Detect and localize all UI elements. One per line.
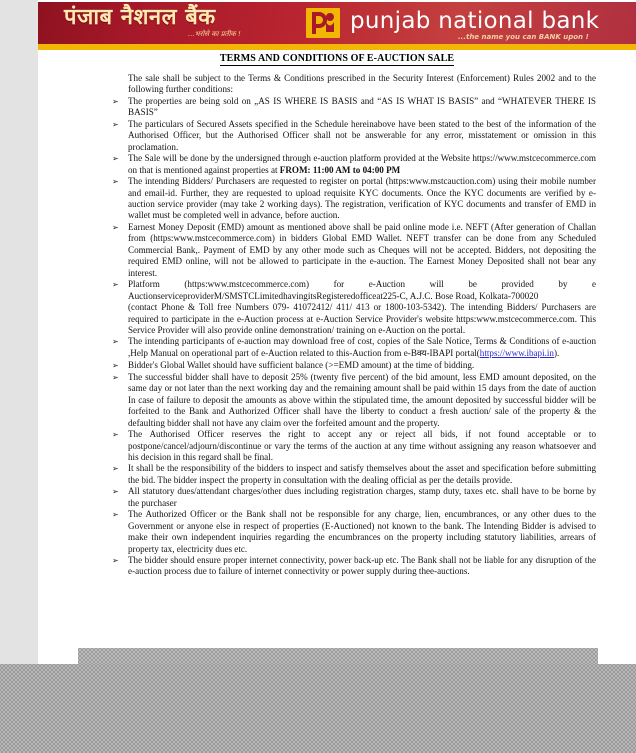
brand-tagline-english: ...the name you can BANK upon ! (458, 33, 589, 41)
intro-paragraph: The sale shall be subject to the Terms & Conditions prescribed in the Security Interest (Enforcement) Rules 2002 and to the following further conditions: (128, 73, 596, 95)
gold-divider-bar (38, 44, 636, 50)
auction-timing-emphasis: FROM: 11:00 AM to 04:00 PM (279, 164, 401, 175)
term-text: The successful bidder shall have to deposit 25% (twenty five percent) of the bid amount, less EMD amount deposited, on the same day or not later than the next working day and the remaining amount shall be paid within 15 days from the date of auction In case of failure to deposit the amounts as above within the stipulated time, the amount deposited by successful bidder will be forfeited to the Bank and Authorized Officer shall have the liberty to conduct a fresh auction/ sale of the property & the defaulting bidder shall not have any claim over the forfeited amount and the property. (128, 371, 596, 428)
bank-masthead-banner (38, 2, 636, 44)
list-item (112, 429, 596, 463)
term-text: The Authorized Officer or the Bank shall not be responsible for any charge, lien, encumbrances, or any other dues to the Government or anyone else in respect of properties (E-Auctioned) not known to the bank. The Intending Bidder is advised to make their own independent inquiries regarding the encumbrances on the property including statutory liabilities, arrears of property tax, electricity dues etc. (128, 509, 596, 554)
term-text-line1: Platform (https:www.mstcecommerce.com) for e-Auction will be provided by e (128, 279, 596, 290)
list-item (112, 222, 596, 279)
term-text: The intending Bidders/ Purchasers are requested to register on portal (https:www.mstcauction.com) using their mobile number and email-id. Further, they are requested to upload requisite KYC documents. Once the KYC documents are verified by e-auction service provider (may take 2 working days). The registration, verification of KYC documents and transfer of EMD in wallet must be completed well in advance, before auction. (128, 176, 596, 221)
scan-noise-notch (38, 648, 78, 665)
term-text: The intending participants of e-auction may download free of cost, copies of the Sale Notice, Terms & Conditions of e-auction ,Help Manual on operational part of e-Auction related to this-Auction from e-B (128, 336, 596, 358)
list-item (112, 153, 596, 176)
list-item (112, 486, 596, 509)
list-item (112, 336, 596, 360)
bullet-arrow-icon: ➢ (112, 372, 119, 382)
brand-tagline-hindi: ...भरोसे का प्रतीक ! (188, 30, 241, 38)
bullet-arrow-icon: ➢ (112, 154, 119, 164)
hindi-inline-text: क्य (416, 348, 427, 359)
term-text-line3: (contact Phone & Toll free Numbers 079- 41072412/ 411/ 413 or 1800-103-5342). The intending Bidders/ Purchasers are required to participate in the e-Auction process at e-Auction Service Provider's website https:www.mstcecommerce.com. This Service Provider will also provide online demonstration/ training on e-Auction on the portal. (128, 302, 596, 335)
brand-name-hindi: पंजाब नैशनल बैंक (64, 5, 216, 30)
term-text: The particulars of Secured Assets specified in the Schedule hereinabove have been stated to the best of the information of the Authorised Officer, but the Authorised Officer shall not be answerable for any error, misstatement or omission in this proclamation. (128, 118, 596, 152)
bullet-arrow-icon: ➢ (112, 337, 119, 347)
list-item (112, 119, 596, 153)
list-item (112, 176, 596, 222)
term-text-line2: AuctionserviceproviderM/SMSTCLimitedhavingitsRegisteredofficeat225-C, A.J.C. Bose Road, Kolkata-700020 (128, 290, 539, 301)
bullet-arrow-icon: ➢ (112, 510, 119, 520)
scan-noise-overlay-top (78, 648, 598, 665)
term-text-mid: -IBAPI portal( (426, 347, 480, 358)
term-text: All statutory dues/attendant charges/other dues including registration charges, stamp duty, taxes etc. shall have to be borne by the purchaser (128, 486, 596, 508)
list-item (112, 360, 596, 371)
term-text: Earnest Money Deposit (EMD) amount as mentioned above shall be paid online mode i.e. NEFT (After generation of Challan from (https:www.mstcecommerce.com) in bidders Global EMD Wallet. NEFT transfer can be done from any Scheduled Commercial Bank,. Payment of EMD by any other mode such as Cheques will not be accepted. Bidders, not depositing the required EMD online, will not be allowed to participate in the e-auction. The Earnest Money Deposited shall not bear any interest. (128, 221, 596, 278)
pnb-logo-icon (306, 8, 340, 38)
term-text: The Sale will be done by the undersigned through e-auction platform provided at the Website https://www.mstcecommerce.com on that is mentioned against properties at (128, 153, 596, 175)
term-text-after: ). (553, 347, 560, 358)
term-text: It shall be the responsibility of the bidders to inspect and satisfy themselves about the asset and specification before submitting the bid. The bidder inspect the property in consultation with the dealing official as per the details provide. (128, 463, 596, 485)
ibapi-portal-link[interactable]: https://www.ibapi.in (479, 347, 554, 358)
bullet-arrow-icon: ➢ (112, 361, 119, 371)
list-item (112, 463, 596, 486)
bullet-arrow-icon: ➢ (112, 96, 119, 106)
term-text: The Authorised Officer reserves the right to accept any or reject all bids, if not found acceptable or to postpone/cancel/adjourn/discontinue or vary the terms of the auction at any time without assigning any reason whatsoever and his decision in this regard shall be final. (128, 429, 596, 462)
list-item (112, 279, 596, 336)
bullet-arrow-icon: ➢ (112, 430, 119, 440)
brand-name-english: punjab national bank (350, 8, 600, 34)
bullet-arrow-icon: ➢ (112, 464, 119, 474)
term-text: The properties are being sold on „AS IS WHERE IS BASIS and “AS IS WHAT IS BASIS” and “WHATEVER THERE IS BASIS” (128, 95, 596, 118)
terms-body (112, 73, 596, 578)
bullet-arrow-icon: ➢ (112, 222, 119, 232)
list-item (112, 509, 596, 555)
page-left-margin (0, 0, 38, 664)
bullet-arrow-icon: ➢ (112, 487, 119, 497)
document-title (38, 53, 636, 64)
list-item (112, 555, 596, 578)
terms-list (112, 96, 596, 578)
document-title-text: TERMS AND CONDITIONS OF E-AUCTION SALE (219, 53, 455, 64)
list-item (112, 96, 596, 119)
scan-noise-overlay (0, 664, 636, 753)
list-item (112, 372, 596, 429)
bullet-arrow-icon: ➢ (112, 177, 119, 187)
bullet-arrow-icon: ➢ (112, 280, 119, 290)
bullet-arrow-icon: ➢ (112, 119, 119, 129)
term-text: Bidder's Global Wallet should have sufficient balance (>=EMD amount) at the time of bidding. (128, 360, 475, 371)
bullet-arrow-icon: ➢ (112, 556, 119, 566)
term-text: The bidder should ensure proper internet connectivity, power back-up etc. The Bank shall not be liable for any disruption of the e-auction process due to failure of internet connectivity or power supply during thee-auctions. (128, 555, 596, 577)
